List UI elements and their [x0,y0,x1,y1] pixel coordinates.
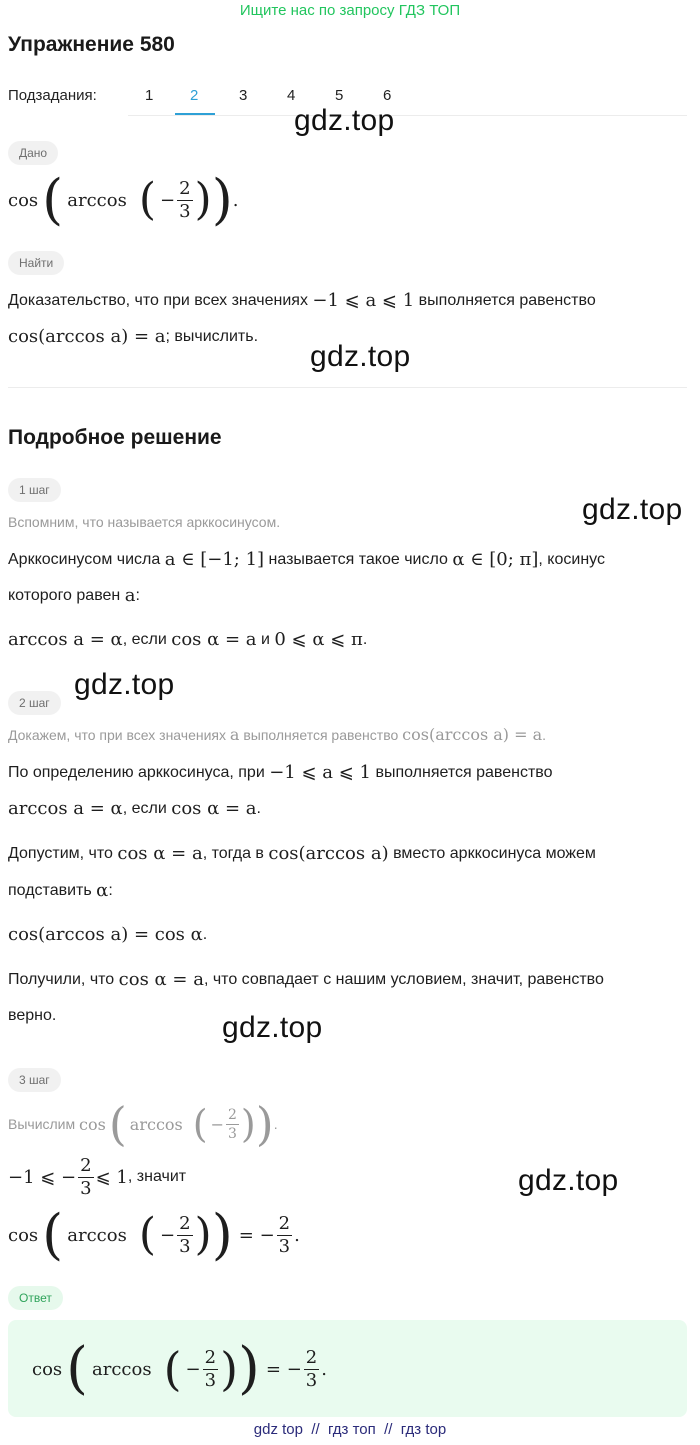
step-2-para-5: cos(arccos a) = cos α . [8,924,208,945]
watermark: gdz.top [582,493,683,526]
subtasks-label: Подзадания: [8,87,97,104]
step-3-inequality: −1 ⩽ − $\frac{2}{3}$ ⩽ 1 , значит [8,1154,187,1199]
step-2-para-4: подставить α : [8,880,113,901]
step-2-para-1: По определению арккосинуса, при −1 ⩽ a ⩽ 1 выполняется равенство [8,762,553,783]
tab-active-underline [175,113,215,115]
page-title: Упражнение 580 [8,33,175,56]
answer-expression: cos ( arccos ( − $\frac{2}{3}$ ) ) = − $\frac{2}{3}$ . [32,1336,327,1401]
step-2-para-2: arccos a = α , если cos α = a . [8,798,261,819]
step-3-hint: Вычислим cos ( arccos ( − $\frac{2}{3}$ ) ) . [8,1097,278,1151]
tab-1[interactable]: 1 [145,87,154,104]
fraction: $\frac{2}{3}$ [204,1346,217,1391]
watermark: gdz.top [294,104,395,137]
given-badge: Дано [8,141,58,165]
watermark: gdz.top [518,1164,619,1197]
top-banner[interactable]: Ищите нас по запросу ГДЗ ТОП [239,2,461,19]
step-3-badge: 3 шаг [8,1068,61,1092]
section-divider [8,387,687,388]
step-1-hint: Вспомним, что называется арккосинусом. [8,514,281,530]
watermark: gdz.top [222,1011,323,1044]
solution-heading: Подробное решение [8,426,222,449]
subtasks-divider [128,115,687,116]
find-line-1: Доказательство, что при всех значениях −1 ⩽ a ⩽ 1 выполняется равенство [8,290,596,311]
step-2-hint: Докажем, что при всех значениях a выполняется равенство cos(arccos a) = a . [8,725,547,744]
step-2-para-6: Получили, что cos α = a , что совпадает с нашим условием, значит, равенство [8,969,604,990]
fraction: $\frac{2}{3}$ [179,177,191,222]
step-2-para-3: Допустим, что cos α = a , тогда в cos(arccos a) вместо арккосинуса можем [8,843,596,864]
given-expression: cos ( arccos ( − $\frac{2}{3}$ ) ) . [8,168,239,231]
step-1-badge: 1 шаг [8,478,61,502]
watermark: gdz.top [310,340,411,373]
tab-2[interactable]: 2 [190,87,199,104]
fraction: $\frac{2}{3}$ [278,1212,291,1257]
tab-3[interactable]: 3 [239,87,248,104]
tab-5[interactable]: 5 [335,87,344,104]
tab-6[interactable]: 6 [383,87,392,104]
find-badge: Найти [8,251,64,275]
fraction: $\frac{2}{3}$ [227,1106,237,1142]
step-1-line-2: которого равен a : [8,585,140,606]
answer-badge: Ответ [8,1286,63,1310]
find-line-2: cos(arccos a) = a ; вычислить. [8,326,259,347]
step-3-result: cos ( arccos ( − $\frac{2}{3}$ ) ) = − $\frac{2}{3}$ . [8,1203,300,1266]
fraction: $\frac{2}{3}$ [80,1154,92,1199]
tab-4[interactable]: 4 [287,87,296,104]
step-1-line-1: Арккосинусом числа a ∈ [−1; 1] называется такое число α ∈ [0; π] , косинус [8,549,605,570]
fraction: $\frac{2}{3}$ [179,1212,191,1257]
footer-links[interactable]: gdz top // гдз топ // гдз top [253,1421,447,1438]
fraction: $\frac{2}{3}$ [305,1346,318,1391]
step-2-badge: 2 шаг [8,691,61,715]
step-1-line-3: arccos a = α , если cos α = a и 0 ⩽ α ⩽ π . [8,629,368,650]
step-2-para-7: верно. [8,1007,57,1024]
watermark: gdz.top [74,668,175,701]
